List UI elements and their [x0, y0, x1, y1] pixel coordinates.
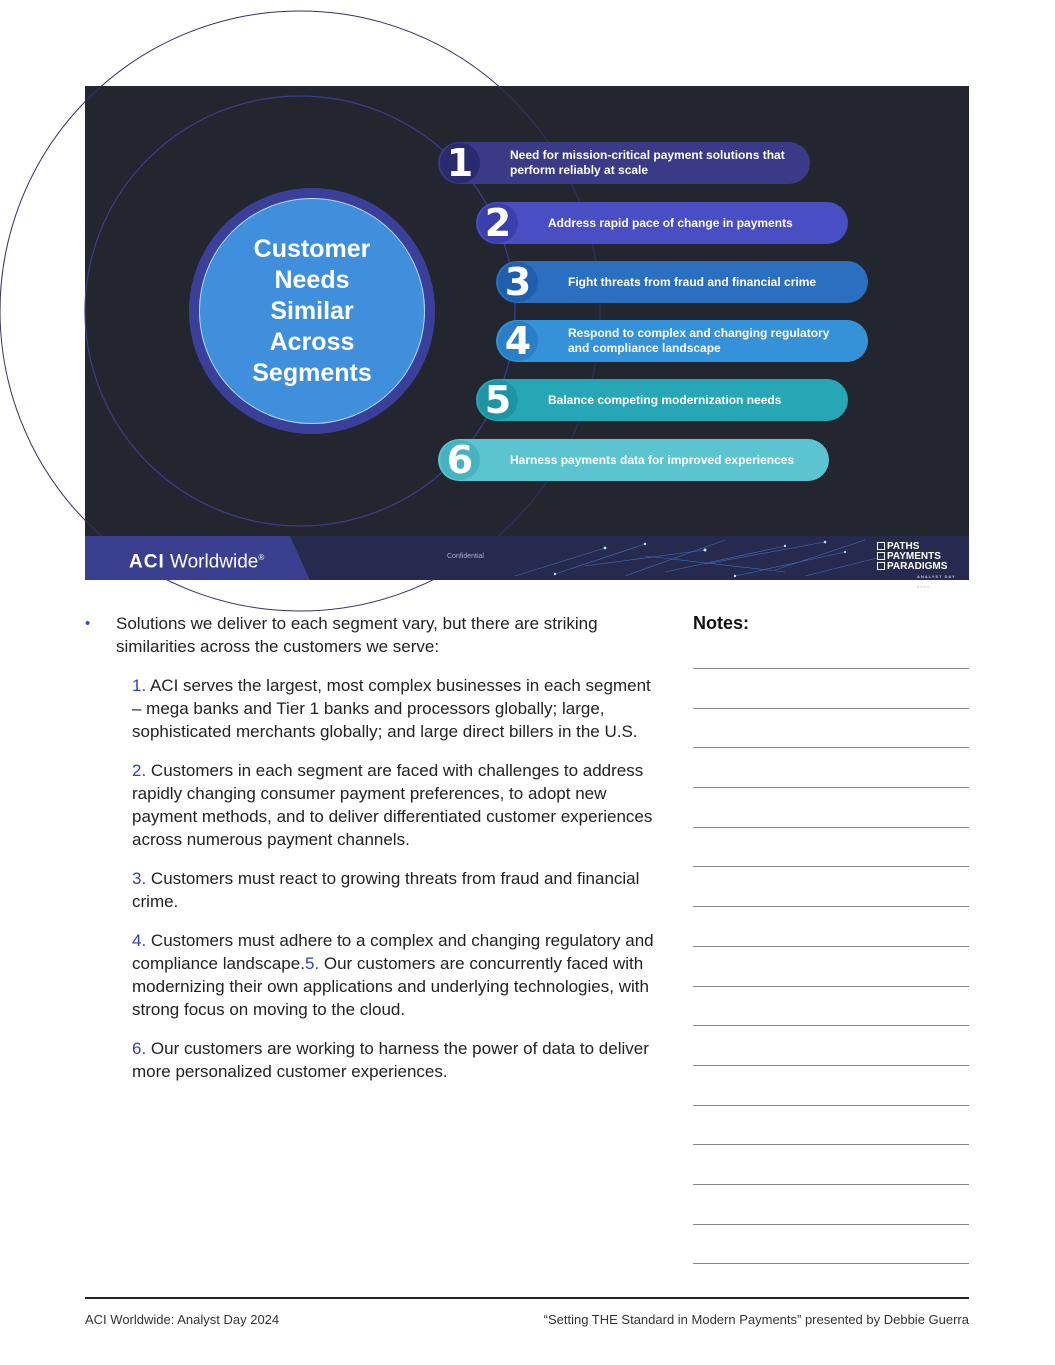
need-text: Balance competing modernization needs	[548, 392, 782, 407]
footer-left-text: ACI Worldwide: Analyst Day 2024	[85, 1312, 280, 1327]
need-text: Respond to complex and changing regulatory and compliance landscape	[568, 326, 830, 355]
notes-line	[693, 866, 969, 867]
notes-line	[693, 668, 969, 669]
need-number: 3	[498, 262, 538, 302]
slide-footer-bar	[85, 536, 969, 589]
need-pill-2	[476, 202, 848, 244]
need-text: Fight threats from fraud and financial crime	[568, 274, 817, 289]
need-number: 1	[440, 143, 480, 183]
slide-image	[85, 86, 969, 589]
numbered-paragraph: 4. Customers must adhere to a complex and changing regulatory and compliance landscape.5. Our customers are concurrently faced with modernizing their own applications and underlying technologies, with strong focus on moving to the cloud.	[132, 931, 654, 1019]
need-number: 4	[498, 321, 538, 361]
notes-title: Notes:	[693, 613, 750, 633]
notes-line	[693, 1144, 969, 1145]
need-text: Address rapid pace of change in payments	[548, 215, 793, 230]
need-text: Harness payments data for improved experiences	[510, 452, 795, 467]
numbered-paragraph: 6. Our customers are working to harness the power of data to deliver more personalized customer experiences.	[132, 1039, 649, 1081]
numbered-paragraph: 1. ACI serves the largest, most complex businesses in each segment – mega banks and Tier 1 banks and processors globally; large, sophisticated merchants globally; and large direct billers in the U.S.	[132, 676, 651, 741]
speaker-text	[85, 612, 655, 1083]
notes-line	[693, 1065, 969, 1066]
footer-divider	[85, 1297, 969, 1299]
notes-line	[693, 747, 969, 748]
center-title: Customer Needs Similar Across Segments	[252, 234, 372, 387]
numbered-paragraph: 2. Customers in each segment are faced with challenges to address rapidly changing consumer payment preferences, to adopt new payment methods, and to deliver differentiated customer experiences across numerous payment channels.	[132, 761, 653, 849]
need-number: 2	[478, 203, 518, 243]
notes-line	[693, 708, 969, 709]
need-number: 5	[478, 380, 518, 420]
bullet-icon: •	[85, 615, 91, 632]
numbered-paragraph: 3. Customers must react to growing threats from fraud and financial crime.	[132, 869, 640, 911]
notes-line	[693, 787, 969, 788]
need-pill-4	[496, 320, 868, 362]
confidential-label: Confidential	[447, 553, 484, 560]
paths-payments-paradigms-logo: PATHS PAYMENTS PARADIGMS ANALYST DAY 2024	[877, 542, 969, 592]
need-pill-6	[438, 439, 829, 481]
notes-line	[693, 1224, 969, 1225]
notes-line	[693, 906, 969, 907]
bullet-paragraph: • Solutions we deliver to each segment vary, but there are striking similarities across the customers we serve:	[85, 614, 598, 656]
aci-logo: ACI Worldwide®	[129, 551, 265, 573]
need-pill-3	[496, 261, 868, 303]
footer-right-text: “Setting THE Standard in Modern Payments” presented by Debbie Guerra	[543, 1312, 969, 1327]
notes-section	[693, 612, 969, 1264]
notes-line	[693, 1105, 969, 1106]
need-text: Need for mission-critical payment solutions that perform reliably at scale	[510, 148, 785, 177]
center-circle	[189, 188, 435, 434]
notes-line	[693, 1025, 969, 1026]
notes-line	[693, 1184, 969, 1185]
notes-line	[693, 986, 969, 987]
need-pill-5	[476, 379, 848, 421]
notes-line	[693, 827, 969, 828]
notes-line	[693, 946, 969, 947]
need-number: 6	[440, 440, 480, 480]
need-pill-1	[438, 142, 810, 184]
notes-line	[693, 1263, 969, 1264]
